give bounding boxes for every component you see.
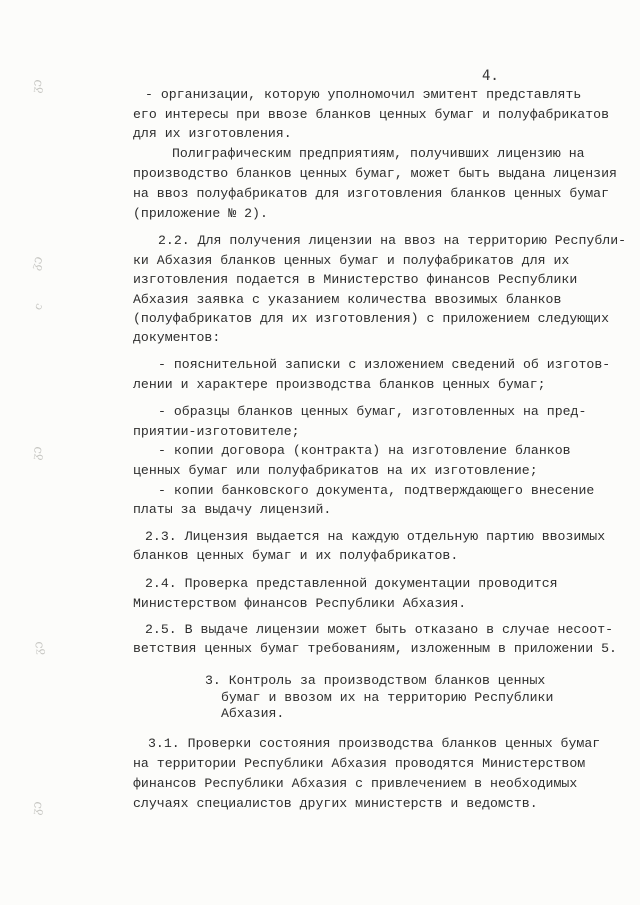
- text-line: изготовления подается в Министерство финансов Республики: [133, 272, 578, 287]
- text-line: приятии-изготовителе;: [133, 424, 300, 439]
- text-line: его интересы при ввозе бланков ценных бумаг и полуфабрикатов: [133, 107, 610, 122]
- text-line: - копии договора (контракта) на изготовление бланков: [158, 443, 571, 458]
- text-line: платы за выдачу лицензий.: [133, 502, 332, 517]
- text-line: Абхазия заявка с указанием количества ввозимых бланков: [133, 292, 562, 307]
- text-line: 2.3. Лицензия выдается на каждую отдельную партию ввозимых: [145, 529, 606, 544]
- text-line: для их изготовления.: [133, 126, 292, 141]
- text-line: 3.1. Проверки состояния производства бланков ценных бумаг: [148, 736, 601, 751]
- text-line: на ввоз полуфабрикатов для изготовления бланков ценных бумаг: [133, 186, 610, 201]
- margin-mark: ᵹɔ: [28, 445, 46, 461]
- text-line: документов:: [133, 330, 221, 345]
- margin-mark: ᵹɔ: [28, 800, 46, 816]
- section-heading: Абхазия.: [221, 706, 285, 721]
- text-line: ки Абхазия бланков ценных бумаг и полуфабрикатов для их: [133, 253, 570, 268]
- text-line: Полиграфическим предприятиям, получивших лицензию на: [172, 146, 585, 161]
- text-line: ценных бумаг или полуфабрикатов на их изготовление;: [133, 463, 538, 478]
- margin-mark: ᵹɔ: [28, 78, 46, 94]
- text-line: 2.2. Для получения лицензии на ввоз на территорию Республи-: [158, 233, 627, 248]
- page-number: 4.: [482, 68, 499, 84]
- margin-mark: ᵹɔ: [31, 641, 47, 655]
- text-line: (полуфабрикатов для их изготовления) с приложением следующих: [133, 311, 610, 326]
- text-line: 2.4. Проверка представленной документации проводится: [145, 576, 558, 591]
- text-line: - пояснительной записки с изложением сведений об изготов-: [158, 357, 611, 372]
- margin-mark: ⅽ: [30, 300, 46, 313]
- text-line: случаях специалистов других министерств и ведомств.: [133, 796, 538, 811]
- text-line: - копии банковского документа, подтверждающего внесение: [158, 483, 595, 498]
- text-line: производство бланков ценных бумаг, может быть выдана лицензия: [133, 166, 617, 181]
- margin-mark: ᵹɔ: [27, 254, 47, 273]
- text-line: лении и характере производства бланков ценных бумаг;: [133, 377, 546, 392]
- text-line: - образцы бланков ценных бумаг, изготовленных на пред-: [158, 404, 587, 419]
- text-line: Министерством финансов Республики Абхазия.: [133, 596, 467, 611]
- text-line: (приложение № 2).: [133, 206, 268, 221]
- text-line: финансов Республики Абхазия с привлечением в необходимых: [133, 776, 578, 791]
- text-line: бланков ценных бумаг и их полуфабрикатов.: [133, 548, 459, 563]
- text-line: 2.5. В выдаче лицензии может быть отказано в случае несоот-: [145, 622, 614, 637]
- text-line: - организации, которую уполномочил эмитент представлять: [145, 87, 582, 102]
- section-heading: 3. Контроль за производством бланков ценных: [205, 673, 546, 688]
- section-heading: бумаг и ввозом их на территорию Республики: [221, 690, 554, 705]
- text-line: ветствия ценных бумаг требованиям, изложенным в приложении 5.: [133, 641, 617, 656]
- text-line: на территории Республики Абхазия проводятся Министерством: [133, 756, 586, 771]
